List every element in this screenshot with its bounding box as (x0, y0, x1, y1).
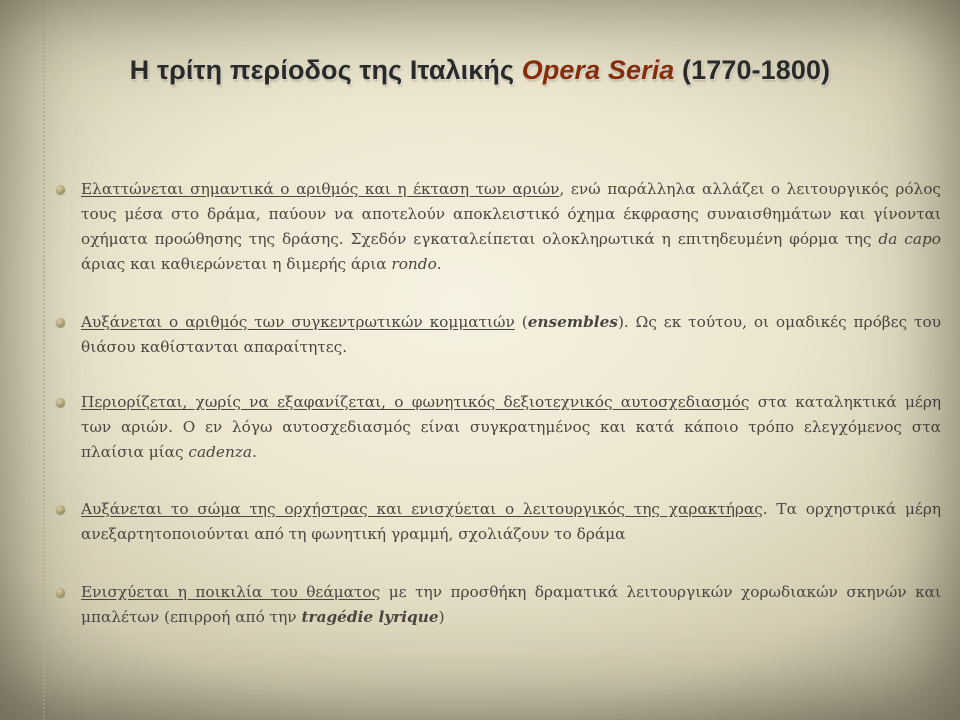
bullet-item (56, 310, 941, 360)
bullet-dot-icon (56, 588, 65, 597)
bullet-end: . (252, 443, 257, 461)
title-years: (1770-1800) (674, 55, 831, 85)
slide-title (0, 55, 960, 86)
title-accent: Opera Seria (521, 55, 675, 85)
bullet-text: ( (514, 313, 528, 331)
bullet-underlined: Ενισχύεται η ποικιλία του θεάματος (81, 583, 381, 601)
bullet-bold-italic: tragédie lyrique (301, 608, 439, 626)
bullet-item (56, 390, 941, 465)
bullet-text: άριας και καθιερώνεται η διμερής άρια (81, 255, 392, 273)
bullet-underlined: Περιορίζεται, χωρίς να εξαφανίζεται, ο φωνητικός δεξιοτεχνικός αυτοσχεδιασμός (81, 393, 750, 411)
bullet-end: ) (438, 608, 445, 626)
bullet-underlined: Ελαττώνεται σημαντικά ο αριθμός και η έκταση των αριών (81, 180, 560, 198)
bullet-text: . Τα ορχηστρικά μέρη ανεξαρτητοποιούνται από τη φωνητική γραμμή, σχολιάζουν το δράμα (81, 500, 941, 543)
bullet-italic: cadenza (188, 443, 252, 461)
margin-rule (43, 0, 45, 720)
bullet-dot-icon (56, 505, 65, 514)
bullet-underlined: Αυξάνεται το σώμα της ορχήστρας και ενισχύεται ο λειτουργικός της χαρακτήρας (81, 500, 763, 518)
bullet-end: . (436, 255, 442, 273)
bullet-dot-icon (56, 318, 65, 327)
bullet-text: , ενώ παράλληλα αλλάζει ο λειτουργικός ρόλος τους μέσα στο δράμα, παύουν να αποτελούν αποκλειστικό όχημα έκφρασης συναισθημάτων και γίνονται οχήματα προώθησης της δράσης. Σχεδόν εγκαταλείπεται ολοκληρωτικά η επιτηδευμένη φόρμα της (81, 180, 941, 248)
bullet-bold-italic: ensembles (527, 313, 618, 331)
bullet-item (56, 497, 941, 547)
title-main: Η τρίτη περίοδος της Ιταλικής (129, 55, 522, 85)
bullet-text: στα καταληκτικά μέρη των αριών. Ο εν λόγω αυτοσχεδιασμός είναι συγκρατημένος και κατά κάποιο τρόπο ελεγχόμενος στα πλαίσια μίας (81, 393, 941, 461)
bullet-end: ). Ως εκ τούτου, οι ομαδικές πρόβες του θιάσου καθίστανται απαραίτητες. (81, 313, 941, 356)
bullet-text: με την προσθήκη δραματικά λειτουργικών χορωδιακών σκηνών και μπαλέτων (επιρροή από την (81, 583, 941, 626)
bullet-italic: rondo (391, 255, 437, 273)
bullet-list (56, 177, 941, 660)
bullet-dot-icon (56, 398, 65, 407)
bullet-item (56, 177, 941, 277)
bullet-dot-icon (56, 185, 65, 194)
bullet-underlined: Αυξάνεται ο αριθμός των συγκεντρωτικών κομματιών (81, 313, 515, 331)
bullet-italic: da capo (878, 230, 941, 248)
bullet-item (56, 580, 941, 630)
